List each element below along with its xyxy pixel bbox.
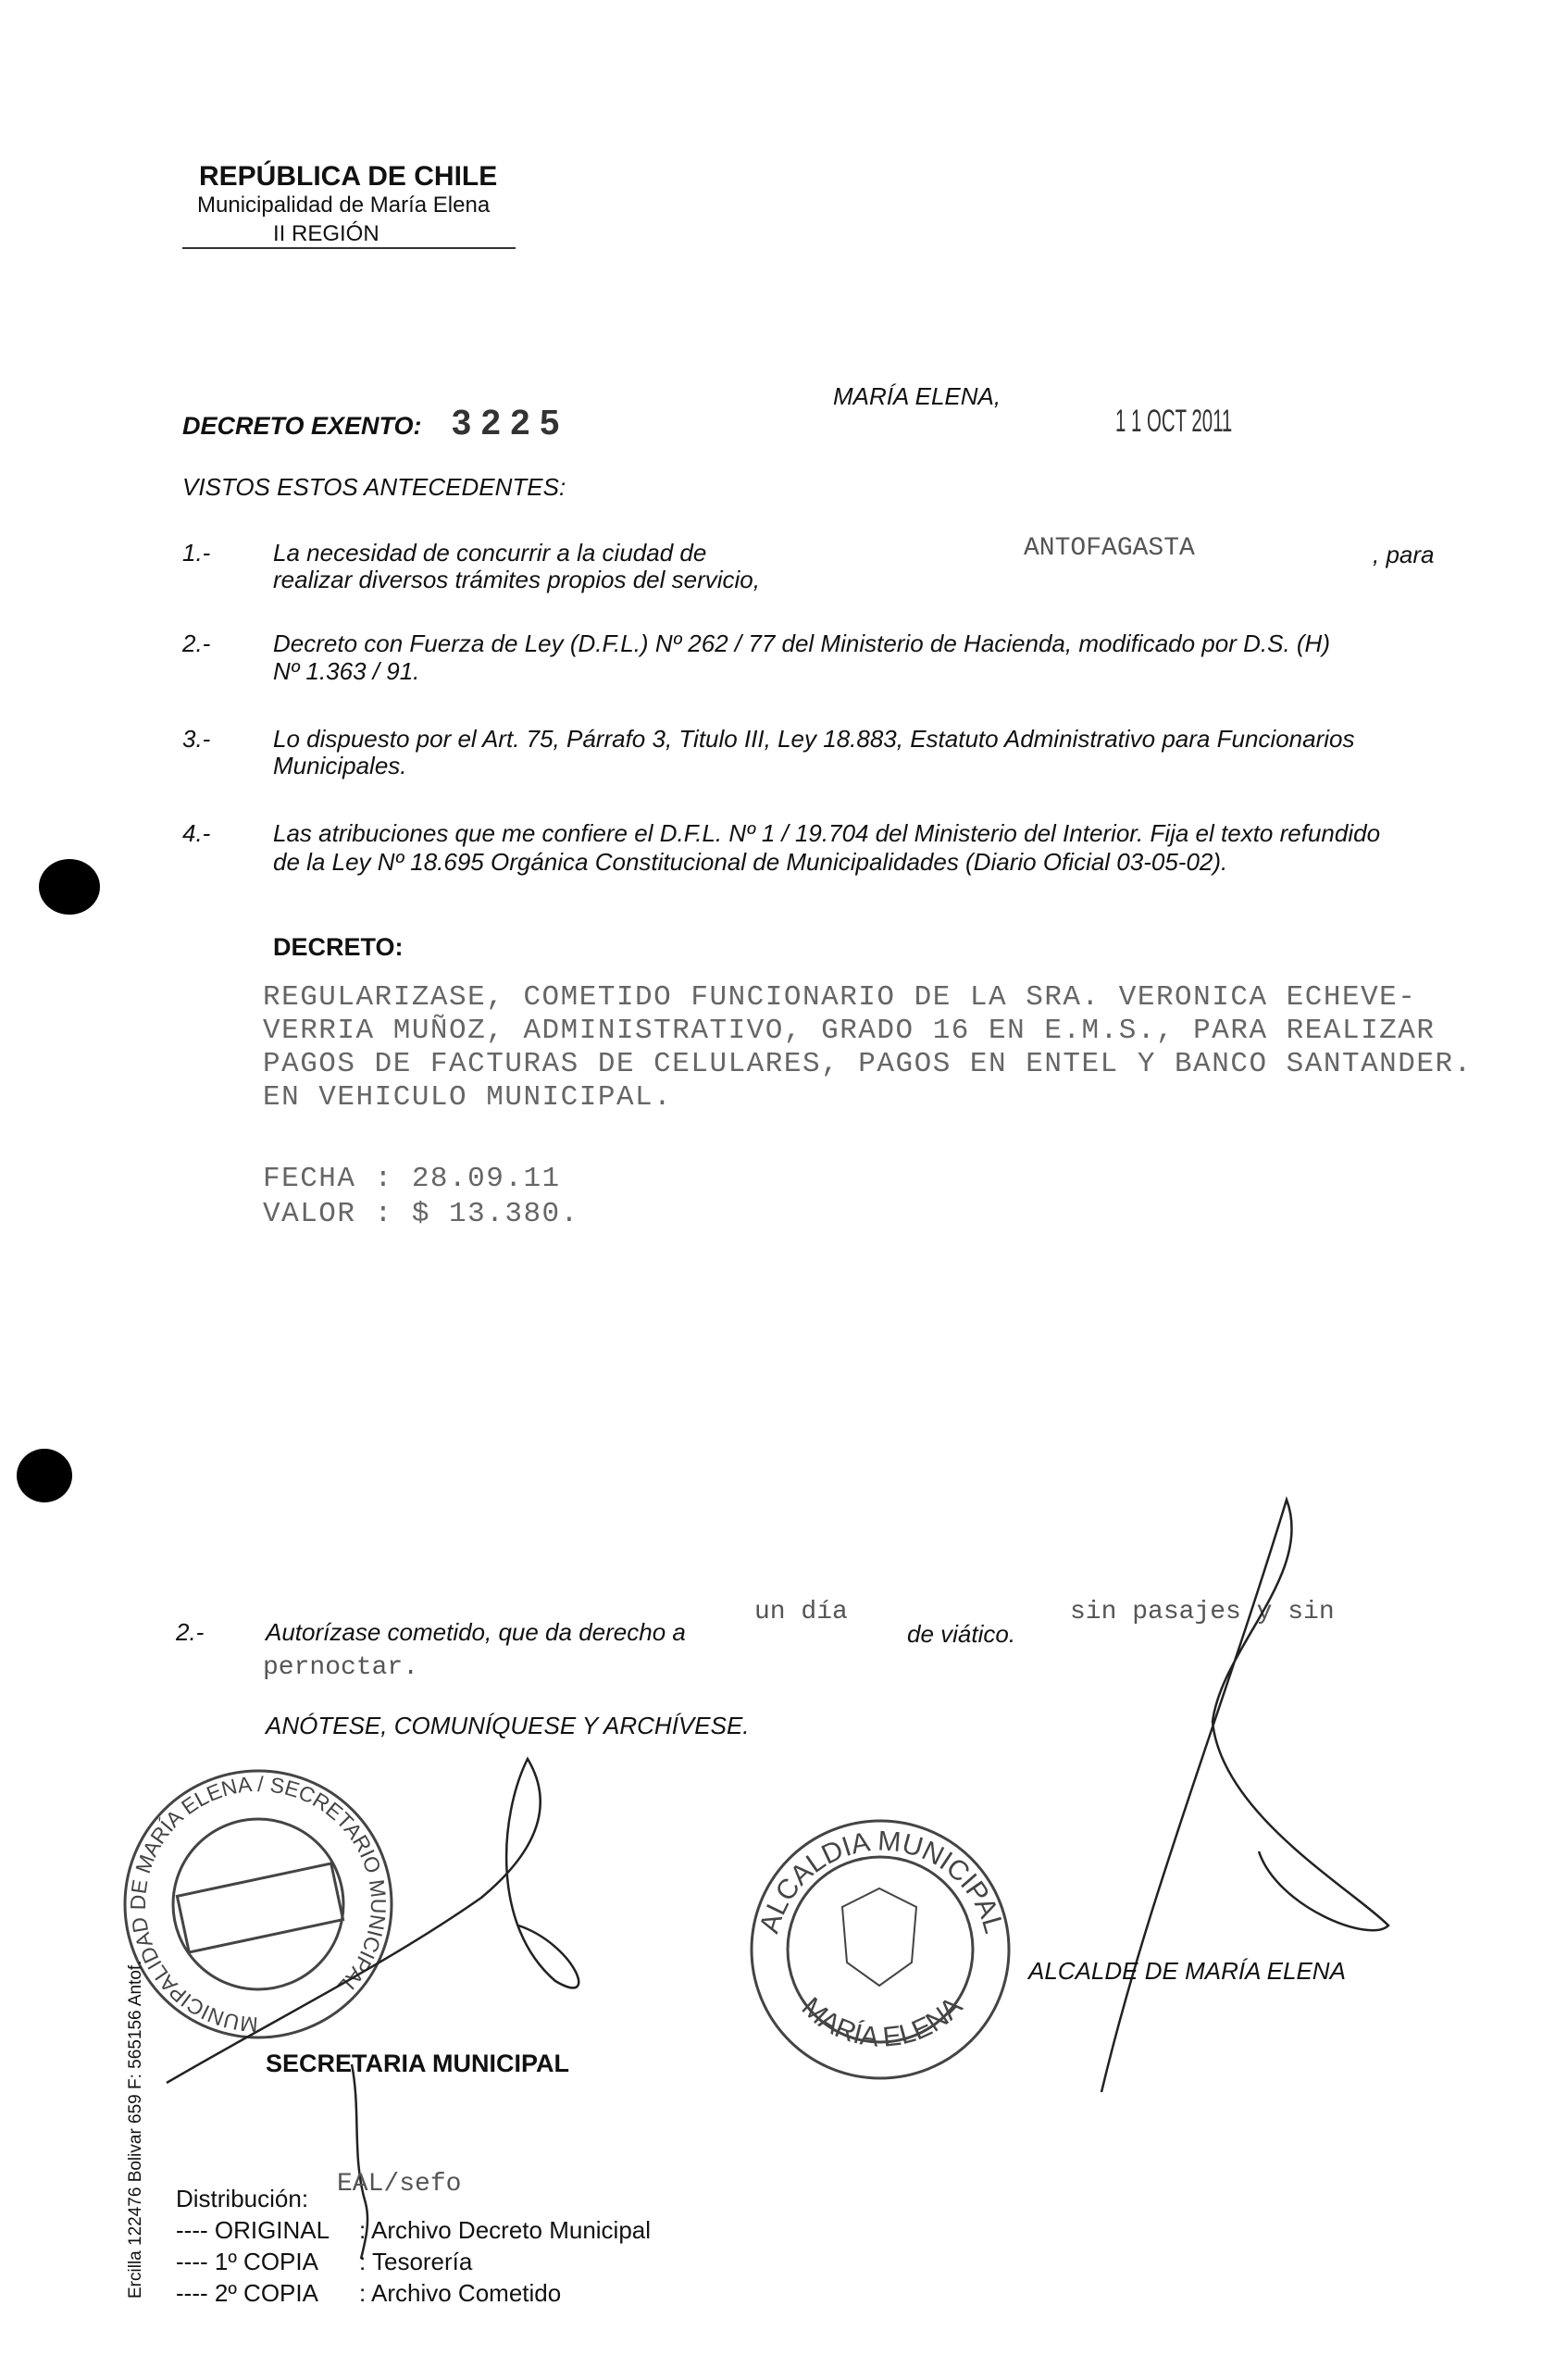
left-stamp-text: MUNICIPALIDAD DE MARÍA ELENA / SECRETARIO MUNICIPAL xyxy=(125,1771,392,2037)
left-stamp-lettering xyxy=(126,1772,391,2037)
fecha-line: FECHA : 28.09.11 xyxy=(263,1163,561,1195)
place-label: MARÍA ELENA, xyxy=(833,382,1001,410)
municipality-name: Municipalidad de María Elena xyxy=(197,193,491,218)
closing-formula: ANÓTESE, COMUNÍQUESE Y ARCHÍVESE. xyxy=(266,1712,750,1739)
article2-viatico: de viático. xyxy=(907,1620,1016,1648)
item-number: 1.- xyxy=(182,539,211,567)
item-number: 3.- xyxy=(182,725,211,753)
article2-number: 2.- xyxy=(176,1618,205,1646)
item-text: Lo dispuesto por el Art. 75, Párrafo 3, Titulo III, Ley 18.883, Estatuto Administrativo para Funcionarios xyxy=(273,725,1355,753)
item-number: 2.- xyxy=(182,629,211,657)
distribution-destination: : Archivo Cometido xyxy=(359,2279,562,2307)
country-title: REPÚBLICA DE CHILE xyxy=(199,161,498,192)
item-text: de la Ley Nº 18.695 Orgánica Constitucional de Municipalidades (Diario Oficial 03-05-02). xyxy=(273,848,1228,876)
decree-number: 3 2 2 5 xyxy=(452,404,560,442)
item-text: La necesidad de concurrir a la ciudad de xyxy=(273,539,707,567)
distribution-destination: : Tesorería xyxy=(359,2248,473,2275)
article2-text: Autorízase cometido, que da derecho a xyxy=(266,1618,686,1646)
right-signature xyxy=(1101,1500,1388,2092)
article2-extra: sin pasajes y sin xyxy=(1070,1598,1335,1626)
item-number: 4.- xyxy=(182,819,211,847)
distribution-copy: ---- 1º COPIA xyxy=(176,2248,318,2275)
initials: EAL/sefo xyxy=(337,2170,462,2199)
date-stamp: 1 1 OCT 2011 xyxy=(1115,404,1233,439)
decreto-line: PAGOS DE FACTURAS DE CELULARES, PAGOS EN ENTEL Y BANCO SANTANDER. xyxy=(263,1048,1473,1080)
decree-label: DECRETO EXENTO: xyxy=(182,412,422,440)
decreto-line: REGULARIZASE, COMETIDO FUNCIONARIO DE LA SRA. VERONICA ECHEVE- xyxy=(263,981,1417,1014)
item-text: Decreto con Fuerza de Ley (D.F.L.) Nº 262 / 77 del Ministerio de Hacienda, modificado por D.S. (H) xyxy=(273,629,1330,657)
printer-note: Ercilla 122476 Bolivar 659 F: 565156 Antof. xyxy=(126,1960,145,2299)
region-name: II REGIÓN xyxy=(273,221,379,246)
decreto-line: VERRIA MUÑOZ, ADMINISTRATIVO, GRADO 16 EN E.M.S., PARA REALIZAR xyxy=(263,1015,1436,1047)
item-text: Nº 1.363 / 91. xyxy=(273,657,420,685)
right-stamp xyxy=(752,1821,1009,2078)
distribution-label: Distribución: xyxy=(176,2185,309,2212)
decreto-line: EN VEHICULO MUNICIPAL. xyxy=(263,1081,673,1114)
article2-extra2: pernoctar. xyxy=(263,1653,419,1682)
distribution-destination: : Archivo Decreto Municipal xyxy=(359,2216,652,2244)
svg-text:ALCALDIA MUNICIPAL: ALCALDIA MUNICIPAL xyxy=(753,1825,1010,1938)
item-text: , para xyxy=(1373,541,1435,568)
decreto-heading: DECRETO: xyxy=(273,933,404,961)
city-name: ANTOFAGASTA xyxy=(1024,534,1195,563)
left-stamp xyxy=(125,1771,392,2037)
left-signatory-title: SECRETARIA MUNICIPAL xyxy=(266,2050,569,2077)
item-text: Municipales. xyxy=(273,752,407,779)
valor-line: VALOR : $ 13.380. xyxy=(263,1198,579,1230)
distribution-copy: ---- ORIGINAL xyxy=(176,2216,330,2244)
distribution-copy: ---- 2º COPIA xyxy=(176,2279,318,2307)
right-signatory-title: ALCALDE DE MARÍA ELENA xyxy=(1028,1957,1346,1985)
svg-text:MARÍA ELENA: MARÍA ELENA xyxy=(795,1990,969,2053)
item-text: Las atribuciones que me confiere el D.F.L. Nº 1 / 19.704 del Ministerio del Interior. Fija el texto refundido xyxy=(273,819,1381,847)
vistos-heading: VISTOS ESTOS ANTECEDENTES: xyxy=(182,473,566,501)
article2-days: un día xyxy=(754,1598,848,1626)
item-text: realizar diversos trámites propios del servicio, xyxy=(273,566,760,593)
